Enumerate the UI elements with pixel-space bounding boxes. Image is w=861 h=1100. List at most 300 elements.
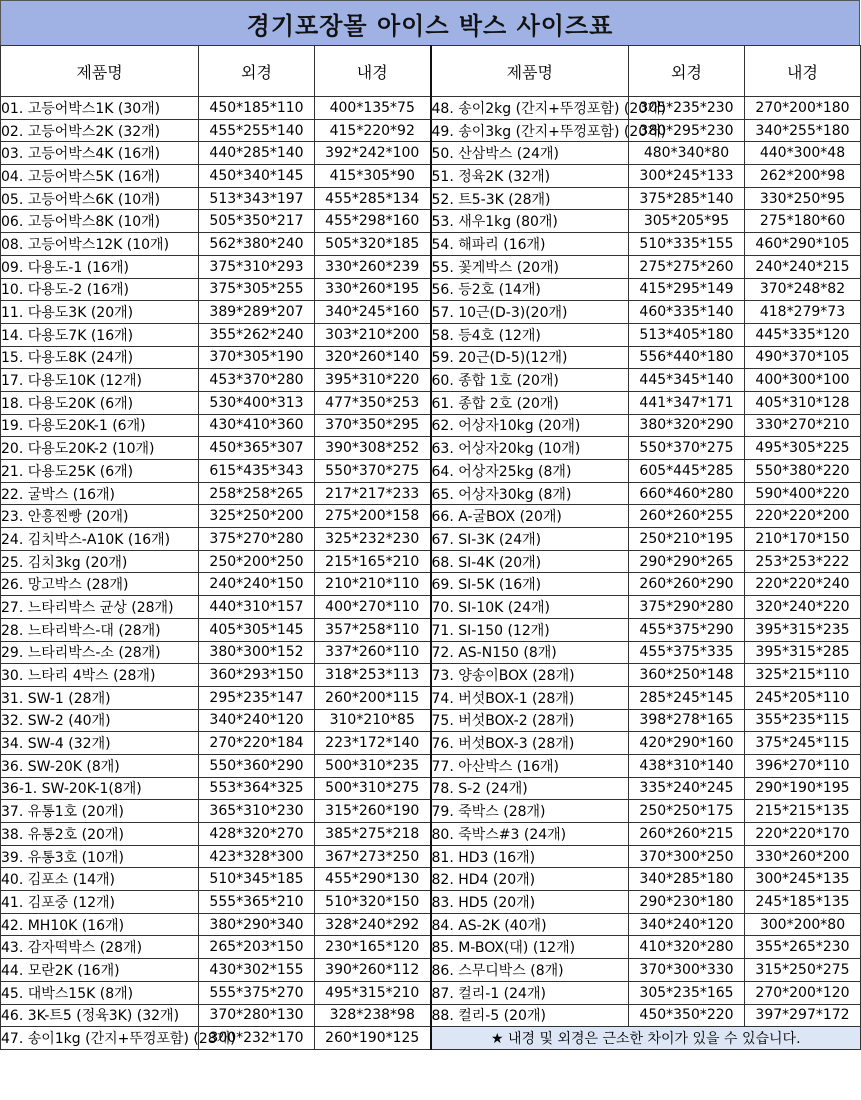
right-outer-size: 420*290*160 <box>629 732 745 755</box>
right-product-name: 48. 송이2kg (간지+뚜껑포함) (20개) <box>431 97 629 120</box>
table-row <box>1 528 861 551</box>
left-inner-size: 223*172*140 <box>315 732 431 755</box>
left-inner-size: 510*320*150 <box>315 891 431 914</box>
table-row <box>1 664 861 687</box>
left-outer-size: 505*350*217 <box>199 210 315 233</box>
left-outer-size: 240*240*150 <box>199 573 315 596</box>
right-inner-size: 245*205*110 <box>745 686 861 709</box>
right-product-name: 88. 컬리-5 (20개) <box>431 1004 629 1027</box>
left-inner-size: 455*285*134 <box>315 187 431 210</box>
left-product-name: 27. 느타리박스 균상 (28개) <box>1 596 199 619</box>
table-row <box>1 573 861 596</box>
left-product-name: 46. 3K-트5 (정육3K) (32개) <box>1 1004 199 1027</box>
right-outer-size: 445*345*140 <box>629 369 745 392</box>
right-product-name: 67. SI-3K (24개) <box>431 528 629 551</box>
right-outer-size: 370*300*330 <box>629 959 745 982</box>
right-product-name: 74. 버섯BOX-1 (28개) <box>431 686 629 709</box>
right-product-name: 77. 아산박스 (16개) <box>431 754 629 777</box>
right-outer-size: 605*445*285 <box>629 460 745 483</box>
table-row <box>1 482 861 505</box>
left-outer-size: 370*305*190 <box>199 346 315 369</box>
left-inner-size: 415*220*92 <box>315 119 431 142</box>
right-outer-size: 305*235*230 <box>629 97 745 120</box>
left-inner-size: 325*232*230 <box>315 528 431 551</box>
left-outer-size: 615*435*343 <box>199 460 315 483</box>
left-inner-size: 337*260*110 <box>315 641 431 664</box>
right-product-name: 60. 종합 1호 (20개) <box>431 369 629 392</box>
right-outer-size: 410*320*280 <box>629 936 745 959</box>
right-inner-size: 275*180*60 <box>745 210 861 233</box>
right-inner-size: 396*270*110 <box>745 754 861 777</box>
left-outer-size: 340*240*120 <box>199 709 315 732</box>
right-inner-size: 220*220*170 <box>745 823 861 846</box>
left-outer-size: 450*185*110 <box>199 97 315 120</box>
right-inner-size: 320*240*220 <box>745 596 861 619</box>
right-inner-size: 400*300*100 <box>745 369 861 392</box>
right-product-name: 59. 20근(D-5)(12개) <box>431 346 629 369</box>
right-outer-size: 340*285*180 <box>629 868 745 891</box>
left-product-name: 39. 유통3호 (10개) <box>1 845 199 868</box>
right-inner-size: 325*215*110 <box>745 664 861 687</box>
left-inner-size: 390*308*252 <box>315 437 431 460</box>
table-row <box>1 550 861 573</box>
header-outer-left: 외경 <box>199 46 315 97</box>
left-product-name: 22. 굴박스 (16개) <box>1 482 199 505</box>
left-product-name: 43. 감자떡박스 (28개) <box>1 936 199 959</box>
right-inner-size: 330*270*210 <box>745 414 861 437</box>
left-inner-size: 260*190*125 <box>315 1027 431 1050</box>
left-product-name: 05. 고등어박스6K (10개) <box>1 187 199 210</box>
table-row <box>1 641 861 664</box>
left-inner-size: 455*290*130 <box>315 868 431 891</box>
table-row <box>1 414 861 437</box>
left-inner-size: 455*298*160 <box>315 210 431 233</box>
right-inner-size: 590*400*220 <box>745 482 861 505</box>
right-product-name: 86. 스무디박스 (8개) <box>431 959 629 982</box>
right-product-name: 53. 새우1kg (80개) <box>431 210 629 233</box>
table-row <box>1 845 861 868</box>
right-outer-size: 460*335*140 <box>629 301 745 324</box>
right-inner-size: 355*235*115 <box>745 709 861 732</box>
table-row <box>1 868 861 891</box>
table-row <box>1 165 861 188</box>
right-inner-size: 445*335*120 <box>745 323 861 346</box>
right-inner-size: 355*265*230 <box>745 936 861 959</box>
right-inner-size: 460*290*105 <box>745 233 861 256</box>
right-outer-size: 513*405*180 <box>629 323 745 346</box>
left-outer-size: 450*340*145 <box>199 165 315 188</box>
left-product-name: 24. 김치박스-A10K (16개) <box>1 528 199 551</box>
table-row <box>1 891 861 914</box>
left-product-name: 18. 다용도20K (6개) <box>1 391 199 414</box>
left-inner-size: 320*260*140 <box>315 346 431 369</box>
right-product-name: 75. 버섯BOX-2 (28개) <box>431 709 629 732</box>
right-inner-size: 370*248*82 <box>745 278 861 301</box>
table-row <box>1 437 861 460</box>
table-row <box>1 800 861 823</box>
right-product-name: 71. SI-150 (12개) <box>431 618 629 641</box>
right-outer-size: 441*347*171 <box>629 391 745 414</box>
left-outer-size: 300*232*170 <box>199 1027 315 1050</box>
right-outer-size: 380*320*290 <box>629 414 745 437</box>
right-product-name: 63. 어상자20kg (10개) <box>431 437 629 460</box>
left-inner-size: 310*210*85 <box>315 709 431 732</box>
right-outer-size: 375*285*140 <box>629 187 745 210</box>
left-product-name: 21. 다용도25K (6개) <box>1 460 199 483</box>
left-outer-size: 270*220*184 <box>199 732 315 755</box>
left-outer-size: 355*262*240 <box>199 323 315 346</box>
right-inner-size: 210*170*150 <box>745 528 861 551</box>
size-disclaimer-note: ★ 내경 및 외경은 근소한 차이가 있을 수 있습니다. <box>431 1027 861 1050</box>
table-row <box>1 618 861 641</box>
left-outer-size: 440*310*157 <box>199 596 315 619</box>
right-inner-size: 550*380*220 <box>745 460 861 483</box>
left-product-name: 40. 김포소 (14개) <box>1 868 199 891</box>
right-product-name: 61. 종합 2호 (20개) <box>431 391 629 414</box>
table-row <box>1 732 861 755</box>
left-product-name: 14. 다용도7K (16개) <box>1 323 199 346</box>
left-outer-size: 555*375*270 <box>199 981 315 1004</box>
right-inner-size: 495*305*225 <box>745 437 861 460</box>
right-outer-size: 455*375*335 <box>629 641 745 664</box>
right-inner-size: 262*200*98 <box>745 165 861 188</box>
table-row <box>1 187 861 210</box>
right-product-name: 64. 어상자25kg (8개) <box>431 460 629 483</box>
left-outer-size: 360*293*150 <box>199 664 315 687</box>
right-product-name: 76. 버섯BOX-3 (28개) <box>431 732 629 755</box>
left-product-name: 23. 안흥찐빵 (20개) <box>1 505 199 528</box>
right-outer-size: 556*440*180 <box>629 346 745 369</box>
table-row <box>1 709 861 732</box>
right-product-name: 82. HD4 (20개) <box>431 868 629 891</box>
header-name-left: 제품명 <box>1 46 199 97</box>
left-inner-size: 210*210*110 <box>315 573 431 596</box>
table-row <box>1 119 861 142</box>
left-inner-size: 477*350*253 <box>315 391 431 414</box>
left-product-name: 28. 느타리박스-대 (28개) <box>1 618 199 641</box>
right-inner-size: 405*310*128 <box>745 391 861 414</box>
left-product-name: 06. 고등어박스8K (10개) <box>1 210 199 233</box>
right-product-name: 81. HD3 (16개) <box>431 845 629 868</box>
left-outer-size: 530*400*313 <box>199 391 315 414</box>
left-outer-size: 265*203*150 <box>199 936 315 959</box>
right-inner-size: 395*315*285 <box>745 641 861 664</box>
table-row <box>1 278 861 301</box>
right-outer-size: 335*240*245 <box>629 777 745 800</box>
left-product-name: 34. SW-4 (32개) <box>1 732 199 755</box>
left-product-name: 10. 다용도-2 (16개) <box>1 278 199 301</box>
left-product-name: 38. 유통2호 (20개) <box>1 823 199 846</box>
left-product-name: 44. 모란2K (16개) <box>1 959 199 982</box>
right-inner-size: 245*185*135 <box>745 891 861 914</box>
right-inner-size: 300*200*80 <box>745 913 861 936</box>
left-inner-size: 330*260*195 <box>315 278 431 301</box>
left-outer-size: 428*320*270 <box>199 823 315 846</box>
table-row <box>1 959 861 982</box>
left-inner-size: 330*260*239 <box>315 255 431 278</box>
left-product-name: 37. 유통1호 (20개) <box>1 800 199 823</box>
right-outer-size: 290*290*265 <box>629 550 745 573</box>
table-row <box>1 596 861 619</box>
right-inner-size: 418*279*73 <box>745 301 861 324</box>
left-inner-size: 215*165*210 <box>315 550 431 573</box>
table-row <box>1 823 861 846</box>
left-product-name: 29. 느타리박스-소 (28개) <box>1 641 199 664</box>
right-inner-size: 240*240*215 <box>745 255 861 278</box>
right-outer-size: 480*340*80 <box>629 142 745 165</box>
left-outer-size: 513*343*197 <box>199 187 315 210</box>
left-outer-size: 450*365*307 <box>199 437 315 460</box>
right-outer-size: 305*205*95 <box>629 210 745 233</box>
left-product-name: 36. SW-20K (8개) <box>1 754 199 777</box>
left-outer-size: 430*302*155 <box>199 959 315 982</box>
right-inner-size: 315*250*275 <box>745 959 861 982</box>
right-outer-size: 340*240*120 <box>629 913 745 936</box>
left-product-name: 17. 다용도10K (12개) <box>1 369 199 392</box>
left-product-name: 02. 고등어박스2K (32개) <box>1 119 199 142</box>
left-product-name: 20. 다용도20K-2 (10개) <box>1 437 199 460</box>
right-inner-size: 270*200*180 <box>745 97 861 120</box>
right-product-name: 70. SI-10K (24개) <box>431 596 629 619</box>
table-row <box>1 936 861 959</box>
right-product-name: 65. 어상자30kg (8개) <box>431 482 629 505</box>
right-product-name: 57. 10근(D-3)(20개) <box>431 301 629 324</box>
left-inner-size: 230*165*120 <box>315 936 431 959</box>
left-inner-size: 400*135*75 <box>315 97 431 120</box>
right-product-name: 62. 어상자10kg (20개) <box>431 414 629 437</box>
right-product-name: 56. 등2호 (14개) <box>431 278 629 301</box>
right-outer-size: 375*290*280 <box>629 596 745 619</box>
left-product-name: 32. SW-2 (40개) <box>1 709 199 732</box>
table-row <box>1 346 861 369</box>
table-row <box>1 142 861 165</box>
right-outer-size: 260*260*215 <box>629 823 745 846</box>
right-outer-size: 260*260*255 <box>629 505 745 528</box>
right-outer-size: 285*245*145 <box>629 686 745 709</box>
table-row <box>1 777 861 800</box>
right-product-name: 83. HD5 (20개) <box>431 891 629 914</box>
right-outer-size: 260*260*290 <box>629 573 745 596</box>
right-outer-size: 438*310*140 <box>629 754 745 777</box>
left-product-name: 31. SW-1 (28개) <box>1 686 199 709</box>
right-inner-size: 340*255*180 <box>745 119 861 142</box>
page-title: 경기포장몰 아이스 박스 사이즈표 <box>0 0 860 46</box>
table-row <box>1 210 861 233</box>
left-inner-size: 392*242*100 <box>315 142 431 165</box>
left-inner-size: 367*273*250 <box>315 845 431 868</box>
left-inner-size: 303*210*200 <box>315 323 431 346</box>
left-product-name: 41. 김포중 (12개) <box>1 891 199 914</box>
table-row <box>1 97 861 120</box>
right-outer-size: 250*210*195 <box>629 528 745 551</box>
left-outer-size: 375*270*280 <box>199 528 315 551</box>
right-inner-size: 330*250*95 <box>745 187 861 210</box>
left-inner-size: 505*320*185 <box>315 233 431 256</box>
table-row <box>1 1004 861 1027</box>
left-product-name: 08. 고등어박스12K (10개) <box>1 233 199 256</box>
left-outer-size: 562*380*240 <box>199 233 315 256</box>
header-outer-right: 외경 <box>629 46 745 97</box>
right-product-name: 79. 죽박스 (28개) <box>431 800 629 823</box>
left-product-name: 25. 김치3kg (20개) <box>1 550 199 573</box>
left-inner-size: 328*240*292 <box>315 913 431 936</box>
right-product-name: 50. 산삼박스 (24개) <box>431 142 629 165</box>
table-row <box>1 301 861 324</box>
left-inner-size: 495*315*210 <box>315 981 431 1004</box>
left-outer-size: 389*289*207 <box>199 301 315 324</box>
header-inner-right: 내경 <box>745 46 861 97</box>
right-outer-size: 398*278*165 <box>629 709 745 732</box>
right-product-name: 52. 트5-3K (28개) <box>431 187 629 210</box>
left-product-name: 19. 다용도20K-1 (6개) <box>1 414 199 437</box>
right-outer-size: 660*460*280 <box>629 482 745 505</box>
right-outer-size: 370*300*250 <box>629 845 745 868</box>
table-row <box>1 323 861 346</box>
right-outer-size: 305*235*165 <box>629 981 745 1004</box>
left-outer-size: 375*305*255 <box>199 278 315 301</box>
left-product-name: 30. 느타리 4박스 (28개) <box>1 664 199 687</box>
left-outer-size: 555*365*210 <box>199 891 315 914</box>
right-product-name: 49. 송이3kg (간지+뚜껑포함) (20개) <box>431 119 629 142</box>
left-product-name: 01. 고등어박스1K (30개) <box>1 97 199 120</box>
left-inner-size: 415*305*90 <box>315 165 431 188</box>
left-inner-size: 500*310*235 <box>315 754 431 777</box>
table-row <box>1 686 861 709</box>
right-inner-size: 253*253*222 <box>745 550 861 573</box>
right-inner-size: 397*297*172 <box>745 1004 861 1027</box>
left-inner-size: 217*217*233 <box>315 482 431 505</box>
left-product-name: 04. 고등어박스5K (16개) <box>1 165 199 188</box>
size-table <box>0 45 861 1050</box>
left-product-name: 42. MH10K (16개) <box>1 913 199 936</box>
right-inner-size: 375*245*115 <box>745 732 861 755</box>
left-outer-size: 370*280*130 <box>199 1004 315 1027</box>
right-product-name: 72. AS-N150 (8개) <box>431 641 629 664</box>
right-product-name: 69. SI-5K (16개) <box>431 573 629 596</box>
table-row <box>1 1027 861 1050</box>
left-outer-size: 440*285*140 <box>199 142 315 165</box>
table-row <box>1 233 861 256</box>
right-product-name: 55. 꽃게박스 (20개) <box>431 255 629 278</box>
left-outer-size: 250*200*250 <box>199 550 315 573</box>
right-product-name: 54. 해파리 (16개) <box>431 233 629 256</box>
right-product-name: 87. 컬리-1 (24개) <box>431 981 629 1004</box>
left-inner-size: 357*258*110 <box>315 618 431 641</box>
right-outer-size: 300*245*133 <box>629 165 745 188</box>
table-row <box>1 913 861 936</box>
right-inner-size: 220*220*240 <box>745 573 861 596</box>
left-inner-size: 318*253*113 <box>315 664 431 687</box>
left-inner-size: 385*275*218 <box>315 823 431 846</box>
left-product-name: 09. 다용도-1 (16개) <box>1 255 199 278</box>
left-outer-size: 380*300*152 <box>199 641 315 664</box>
left-outer-size: 365*310*230 <box>199 800 315 823</box>
left-product-name: 03. 고등어박스4K (16개) <box>1 142 199 165</box>
left-product-name: 26. 망고박스 (28개) <box>1 573 199 596</box>
table-row <box>1 391 861 414</box>
right-product-name: 73. 양송이BOX (28개) <box>431 664 629 687</box>
left-outer-size: 325*250*200 <box>199 505 315 528</box>
table-header-row <box>1 46 861 97</box>
right-inner-size: 220*220*200 <box>745 505 861 528</box>
right-outer-size: 450*350*220 <box>629 1004 745 1027</box>
right-inner-size: 490*370*105 <box>745 346 861 369</box>
table-row <box>1 505 861 528</box>
left-outer-size: 295*235*147 <box>199 686 315 709</box>
header-name-right: 제품명 <box>431 46 629 97</box>
right-inner-size: 290*190*195 <box>745 777 861 800</box>
table-row <box>1 369 861 392</box>
right-product-name: 84. AS-2K (40개) <box>431 913 629 936</box>
left-inner-size: 395*310*220 <box>315 369 431 392</box>
left-outer-size: 375*310*293 <box>199 255 315 278</box>
right-inner-size: 395*315*235 <box>745 618 861 641</box>
right-outer-size: 360*250*148 <box>629 664 745 687</box>
right-product-name: 58. 등4호 (12개) <box>431 323 629 346</box>
left-outer-size: 553*364*325 <box>199 777 315 800</box>
right-inner-size: 330*260*200 <box>745 845 861 868</box>
left-outer-size: 430*410*360 <box>199 414 315 437</box>
left-inner-size: 340*245*160 <box>315 301 431 324</box>
left-inner-size: 275*200*158 <box>315 505 431 528</box>
left-inner-size: 370*350*295 <box>315 414 431 437</box>
right-inner-size: 270*200*120 <box>745 981 861 1004</box>
table-row <box>1 460 861 483</box>
left-outer-size: 258*258*265 <box>199 482 315 505</box>
right-outer-size: 455*375*290 <box>629 618 745 641</box>
left-outer-size: 550*360*290 <box>199 754 315 777</box>
header-inner-left: 내경 <box>315 46 431 97</box>
right-inner-size: 440*300*48 <box>745 142 861 165</box>
right-inner-size: 215*215*135 <box>745 800 861 823</box>
left-inner-size: 315*260*190 <box>315 800 431 823</box>
right-outer-size: 275*275*260 <box>629 255 745 278</box>
right-outer-size: 380*295*230 <box>629 119 745 142</box>
right-outer-size: 510*335*155 <box>629 233 745 256</box>
right-product-name: 51. 정육2K (32개) <box>431 165 629 188</box>
left-outer-size: 455*255*140 <box>199 119 315 142</box>
table-row <box>1 981 861 1004</box>
left-outer-size: 510*345*185 <box>199 868 315 891</box>
right-product-name: 78. S-2 (24개) <box>431 777 629 800</box>
left-product-name: 36-1. SW-20K-1(8개) <box>1 777 199 800</box>
right-outer-size: 550*370*275 <box>629 437 745 460</box>
left-outer-size: 453*370*280 <box>199 369 315 392</box>
right-product-name: 85. M-BOX(대) (12개) <box>431 936 629 959</box>
left-product-name: 11. 다용도3K (20개) <box>1 301 199 324</box>
right-outer-size: 250*250*175 <box>629 800 745 823</box>
left-product-name: 47. 송이1kg (간지+뚜껑포함) (28개) <box>1 1027 199 1050</box>
right-inner-size: 300*245*135 <box>745 868 861 891</box>
left-inner-size: 400*270*110 <box>315 596 431 619</box>
left-inner-size: 500*310*275 <box>315 777 431 800</box>
table-row <box>1 754 861 777</box>
right-product-name: 68. SI-4K (20개) <box>431 550 629 573</box>
left-product-name: 15. 다용도8K (24개) <box>1 346 199 369</box>
left-outer-size: 380*290*340 <box>199 913 315 936</box>
left-inner-size: 390*260*112 <box>315 959 431 982</box>
table-row <box>1 255 861 278</box>
left-inner-size: 328*238*98 <box>315 1004 431 1027</box>
left-product-name: 45. 대박스15K (8개) <box>1 981 199 1004</box>
left-outer-size: 405*305*145 <box>199 618 315 641</box>
right-outer-size: 290*230*180 <box>629 891 745 914</box>
right-outer-size: 415*295*149 <box>629 278 745 301</box>
left-inner-size: 260*200*115 <box>315 686 431 709</box>
right-product-name: 80. 죽박스#3 (24개) <box>431 823 629 846</box>
left-inner-size: 550*370*275 <box>315 460 431 483</box>
left-outer-size: 423*328*300 <box>199 845 315 868</box>
